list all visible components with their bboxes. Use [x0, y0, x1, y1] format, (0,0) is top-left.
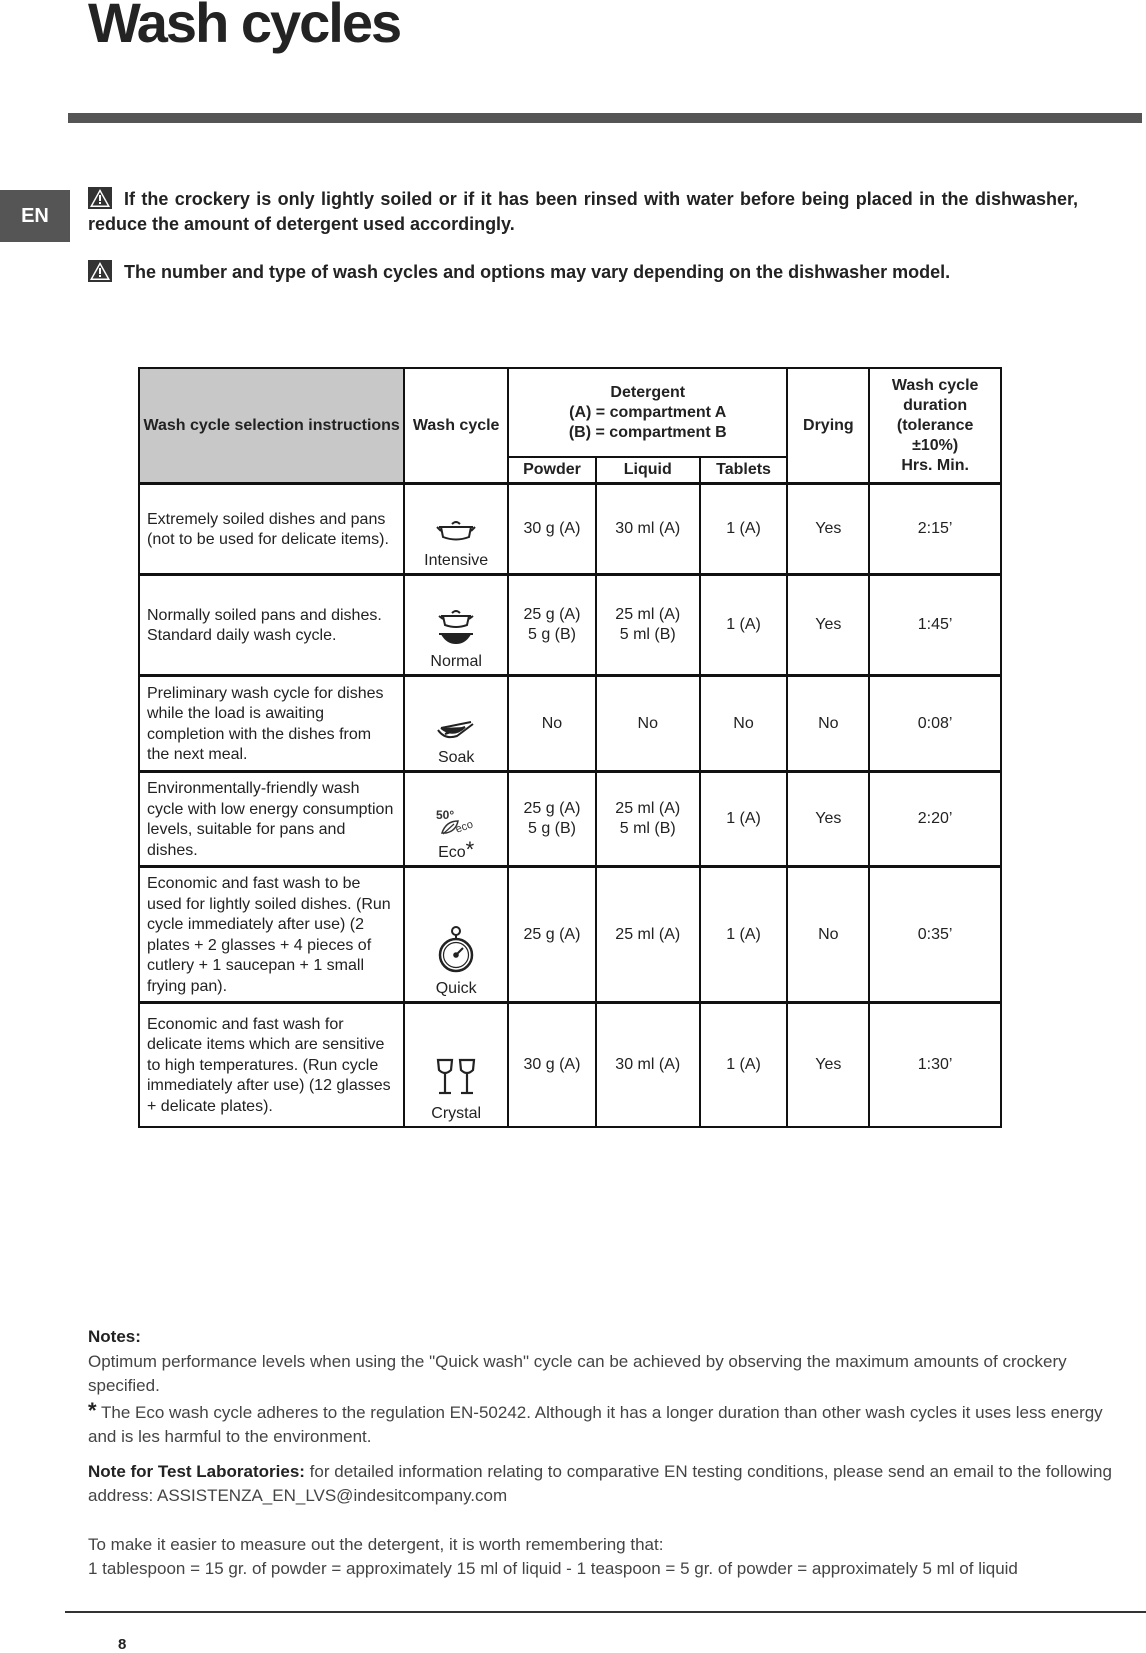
eco-icon-temp: 50° [436, 808, 455, 822]
liquid-line: 25 ml (A) [615, 606, 681, 623]
warning-triangle-icon [88, 260, 112, 282]
row-description: Extremely soiled dishes and pans (not to be used for delicate items). [139, 484, 404, 575]
drying-value: No [787, 867, 869, 1003]
liquid-line: No [637, 714, 658, 732]
normal-pot-dish-icon [435, 608, 477, 646]
duration-value: 1:45’ [869, 575, 1001, 676]
tablets-value: 1 (A) [700, 484, 788, 575]
row-cycle [404, 676, 508, 772]
drying-value: Yes [787, 484, 869, 575]
stopwatch-icon [436, 925, 476, 973]
cycle-name-text: Eco [438, 844, 466, 861]
liquid-value [596, 484, 700, 575]
measure-text: 1 tablespoon = 15 gr. of powder = approximately 15 ml of liquid - 1 teaspoon = 5 gr. of powder = approximately 5 ml of liquid [88, 1559, 1018, 1578]
table-row [139, 772, 1001, 867]
row-cycle [404, 575, 508, 676]
drying-value: Yes [787, 1003, 869, 1127]
eco-note [88, 1399, 1128, 1450]
quick-note: Optimum performance levels when using the "Quick wash" cycle can be achieved by observing the maximum amounts of crockery specified. [88, 1351, 1067, 1395]
powder-line: No [541, 714, 563, 732]
header-detergent-a: (A) = compartment A [569, 403, 727, 421]
wash-cycles-table [138, 367, 1002, 1128]
header-powder: Powder [508, 457, 596, 484]
row-cycle [404, 772, 508, 867]
wine-glasses-icon [435, 1058, 477, 1098]
drying-value: No [787, 676, 869, 772]
tablets-value: 1 (A) [700, 867, 788, 1003]
powder-line: 30 g (A) [523, 520, 581, 537]
liquid-value [596, 867, 700, 1003]
lab-note-label: Note for Test Laboratories: [88, 1461, 305, 1481]
eco-note-asterisk: * [88, 1397, 97, 1423]
header-duration-line: (tolerance [896, 416, 974, 434]
table-row [139, 676, 1001, 772]
footer-divider [65, 1611, 1146, 1613]
warning-models-text: The number and type of wash cycles and options may vary depending on the dishwasher model. [124, 262, 951, 282]
title-divider [68, 113, 1142, 123]
lab-note-text: for detailed information relating to comparative EN testing conditions, please send an email to the following address: ASSISTENZA_EN_LVS@indesitcompany.com [88, 1461, 1112, 1505]
eco-asterisk: * [465, 837, 475, 862]
header-liquid: Liquid [596, 457, 700, 484]
header-tablets: Tablets [700, 457, 788, 484]
row-cycle [404, 867, 508, 1003]
liquid-line: 30 ml (A) [615, 520, 681, 537]
cycle-name [405, 837, 507, 863]
cycle-name: Crystal [431, 1104, 482, 1122]
row-description: Preliminary wash cycle for dishes while the load is awaiting completion with the dishes from the next meal. [139, 676, 404, 772]
warning-triangle-icon [88, 187, 112, 209]
powder-value [508, 575, 596, 676]
page-title: Wash cycles [88, 0, 401, 54]
powder-value [508, 1003, 596, 1127]
intensive-pot-icon [435, 519, 477, 545]
liquid-value [596, 1003, 700, 1127]
table-row [139, 484, 1001, 575]
powder-value [508, 772, 596, 867]
liquid-value [596, 772, 700, 867]
powder-value [508, 867, 596, 1003]
eco-icon-label: eco [454, 818, 475, 836]
cycle-name: Soak [437, 749, 475, 766]
lab-note [88, 1460, 1128, 1509]
header-detergent-b: (B) = compartment B [568, 423, 727, 441]
cycle-name: Normal [430, 653, 482, 670]
row-description: Economic and fast wash to be used for lightly soiled dishes. (Run cycle immediately after use) (2 plates + 2 glasses + 4 pieces of cutlery + 1 saucepan + 1 small frying pan). [139, 867, 404, 1003]
powder-value [508, 676, 596, 772]
liquid-line: 25 ml (A) [615, 925, 681, 943]
duration-value: 0:35’ [869, 867, 1001, 1003]
row-cycle [404, 484, 508, 575]
language-tab: EN [0, 190, 70, 242]
header-drying: Drying [787, 368, 869, 484]
liquid-line: 5 ml (B) [619, 820, 676, 837]
tablets-value: No [700, 676, 788, 772]
header-detergent [508, 368, 787, 457]
powder-line: 25 g (A) [523, 925, 581, 943]
notes-heading: Notes: [88, 1327, 141, 1346]
liquid-value [596, 676, 700, 772]
measure-intro: To make it easier to measure out the detergent, it is worth remembering that: [88, 1534, 664, 1554]
duration-value: 1:30’ [869, 1003, 1001, 1127]
liquid-line: 30 ml (A) [615, 1055, 681, 1073]
header-duration-line: duration [903, 396, 968, 414]
powder-line: 25 g (A) [523, 606, 581, 623]
liquid-line: 25 ml (A) [615, 800, 681, 817]
notes-section [88, 1325, 1128, 1582]
header-wash-cycle: Wash cycle [404, 368, 508, 484]
powder-line: 5 g (B) [527, 820, 576, 837]
powder-line: 5 g (B) [527, 626, 576, 643]
powder-line: 30 g (A) [523, 1055, 581, 1073]
duration-value: 2:15’ [869, 484, 1001, 575]
warning-detergent [88, 187, 1078, 237]
header-duration-line: Hrs. Min. [901, 456, 969, 474]
header-selection: Wash cycle selection instructions [139, 368, 404, 484]
liquid-line: 5 ml (B) [619, 626, 676, 643]
eco-50-icon [434, 807, 478, 837]
header-detergent-title: Detergent [610, 383, 686, 401]
header-duration [869, 368, 1001, 484]
header-duration-line: ±10%) [912, 436, 959, 454]
soak-plate-icon [435, 718, 477, 742]
row-description: Economic and fast wash for delicate items which are sensitive to high temperatures. (Run cycle immediately after use) (12 glasses + delicate plates). [139, 1003, 404, 1127]
liquid-value [596, 575, 700, 676]
cycle-name: Quick [435, 980, 477, 997]
warning-models [88, 260, 1088, 285]
tablets-value: 1 (A) [700, 575, 788, 676]
row-description: Normally soiled pans and dishes. Standard daily wash cycle. [139, 575, 404, 676]
table-row [139, 867, 1001, 1003]
row-cycle [404, 1003, 508, 1127]
warning-detergent-text: If the crockery is only lightly soiled or if it has been rinsed with water before being placed in the dishwasher, reduce the amount of detergent used accordingly. [88, 189, 1078, 234]
eco-note-text: The Eco wash cycle adheres to the regulation EN-50242. Although it has a longer duration than other wash cycles it uses less energy and is les harmful to the environment. [88, 1402, 1103, 1446]
duration-value: 0:08’ [869, 676, 1001, 772]
table-row [139, 1003, 1001, 1127]
powder-line: 25 g (A) [523, 800, 581, 817]
cycle-name: Intensive [424, 552, 489, 569]
powder-value [508, 484, 596, 575]
duration-value: 2:20’ [869, 772, 1001, 867]
drying-value: Yes [787, 772, 869, 867]
tablets-value: 1 (A) [700, 772, 788, 867]
header-duration-line: Wash cycle [891, 376, 979, 394]
drying-value: Yes [787, 575, 869, 676]
page-number: 8 [118, 1636, 127, 1653]
tablets-value: 1 (A) [700, 1003, 788, 1127]
table-row [139, 575, 1001, 676]
row-description: Environmentally-friendly wash cycle with low energy consumption levels, suitable for pans and dishes. [139, 772, 404, 867]
